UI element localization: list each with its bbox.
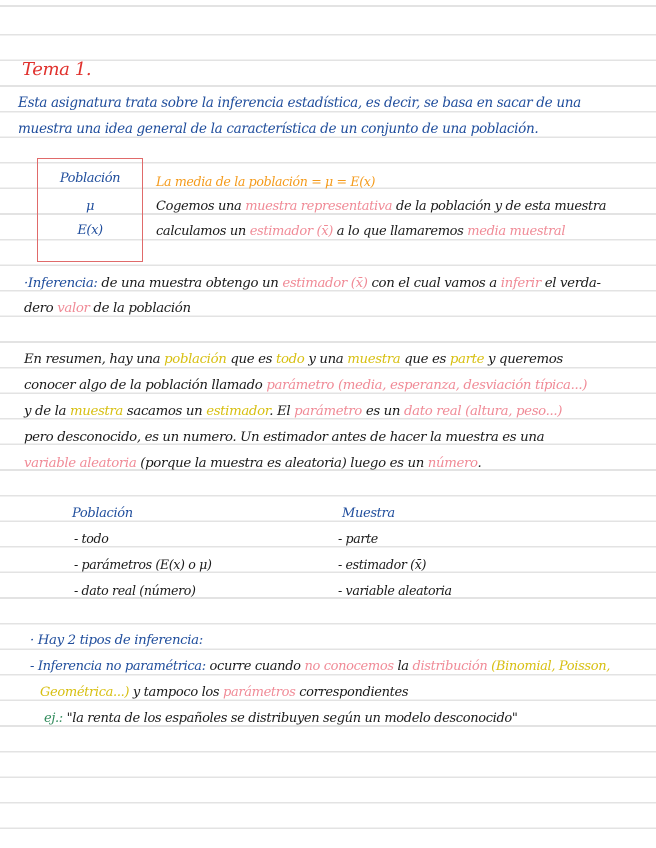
text-span: y queremos xyxy=(484,352,563,367)
text-span: a lo que llamaremos xyxy=(332,224,468,239)
text-span: correspondientes xyxy=(295,685,409,700)
highlight-span: estimador xyxy=(206,404,270,419)
text-span: En resumen, hay una xyxy=(24,352,165,367)
text-span: . xyxy=(477,456,482,471)
text-span: y tampoco los xyxy=(129,685,223,700)
inferencia-line-1 xyxy=(24,275,601,293)
tipos-heading: · Hay 2 tipos de inferencia: xyxy=(30,633,203,648)
intro-line-1: Esta asignatura trata sobre la inferencia estadística, es decir, se basa en sacar de una xyxy=(18,95,581,111)
term-span: ·Inferencia: xyxy=(24,276,98,291)
text-span: ocurre cuando xyxy=(205,659,305,674)
text-span: de una muestra obtengo un xyxy=(97,276,283,291)
resumen-line-1 xyxy=(24,351,563,369)
resumen-line-4 xyxy=(24,429,544,447)
resumen-line-2 xyxy=(24,377,587,395)
text-span: (porque la muestra es aleatoria) luego es un xyxy=(136,456,428,471)
highlight-span: media muestral xyxy=(467,224,566,239)
highlight-span: parámetro (media, esperanza, desviación típica...) xyxy=(266,378,588,393)
page-title: Tema 1. xyxy=(22,59,92,80)
cogemos-line-2 xyxy=(156,223,565,241)
text-span: "la renta de los españoles se distribuyen según un modelo desconocido" xyxy=(62,711,518,726)
highlight-span: parámetros xyxy=(222,685,296,700)
muestra-item: - parte xyxy=(338,531,378,546)
highlight-span: inferir xyxy=(500,276,541,291)
example-label: ej.: xyxy=(44,711,63,726)
text-span: es un xyxy=(361,404,404,419)
poblacion-item: - dato real (número) xyxy=(74,583,196,598)
no-parametrica-line-2 xyxy=(40,684,408,702)
highlight-span: parámetro xyxy=(294,404,362,419)
text-span: de la población y de esta muestra xyxy=(392,199,607,214)
poblacion-header: Población xyxy=(72,506,133,521)
text-span: la xyxy=(393,659,413,674)
highlight-span: número xyxy=(427,456,478,471)
text-span: y una xyxy=(304,352,348,367)
resumen-line-5 xyxy=(24,455,481,473)
highlight-span: estimador (x̄) xyxy=(282,276,368,291)
resumen-line-3 xyxy=(24,403,562,421)
text-span: Cogemos una xyxy=(156,199,246,214)
highlight-span: no conocemos xyxy=(304,659,394,674)
highlight-span: población xyxy=(164,352,227,367)
highlight-span: todo xyxy=(276,352,305,367)
text-span: el verda- xyxy=(540,276,601,291)
poblacion-item: - todo xyxy=(74,531,109,546)
box-label: Población xyxy=(59,171,121,186)
highlight-span: distribución xyxy=(412,659,488,674)
box-ex: E(x) xyxy=(77,223,103,238)
text-span: . El xyxy=(269,404,295,419)
highlight-span: (Binomial, Poisson, xyxy=(487,659,611,674)
media-line: La media de la población = μ = E(x) xyxy=(156,174,376,189)
highlight-span: dato real (altura, peso...) xyxy=(404,404,563,419)
highlight-span: parte xyxy=(449,352,485,367)
poblacion-item: - parámetros (E(x) o μ) xyxy=(74,557,212,572)
highlight-span: estimador (x̄) xyxy=(249,224,333,239)
highlight-span: muestra xyxy=(69,404,124,419)
highlight-span: muestra representativa xyxy=(245,199,393,214)
muestra-header: Muestra xyxy=(342,506,395,521)
example-line xyxy=(44,710,518,728)
poblacion-box xyxy=(37,158,143,262)
highlight-span: Geométrica...) xyxy=(40,685,130,700)
text-span: dero xyxy=(24,301,58,316)
text-span: y de la xyxy=(24,404,70,419)
highlight-span: valor xyxy=(57,301,90,316)
text-span: de la población xyxy=(89,301,191,316)
muestra-item: - estimador (x̄) xyxy=(338,557,427,572)
text-span: calculamos un xyxy=(156,224,250,239)
inferencia-line-2 xyxy=(24,300,191,318)
text-span: sacamos un xyxy=(123,404,207,419)
no-parametrica-line-1 xyxy=(30,658,610,676)
cogemos-line-1 xyxy=(156,198,606,216)
text-span: que es xyxy=(226,352,276,367)
intro-line-2: muestra una idea general de la característica de un conjunto de una población. xyxy=(18,121,539,137)
highlight-span: variable aleatoria xyxy=(24,456,137,471)
highlight-span: muestra xyxy=(347,352,401,367)
term-span: - Inferencia no paramétrica: xyxy=(30,659,206,674)
text-span: con el cual vamos a xyxy=(367,276,501,291)
text-span: pero desconocido, es un numero. Un estimador antes de hacer la muestra es una xyxy=(24,430,545,445)
box-mu: μ xyxy=(85,199,95,214)
muestra-item: - variable aleatoria xyxy=(338,583,452,598)
text-span: que es xyxy=(400,352,450,367)
text-span: conocer algo de la población llamado xyxy=(24,378,267,393)
